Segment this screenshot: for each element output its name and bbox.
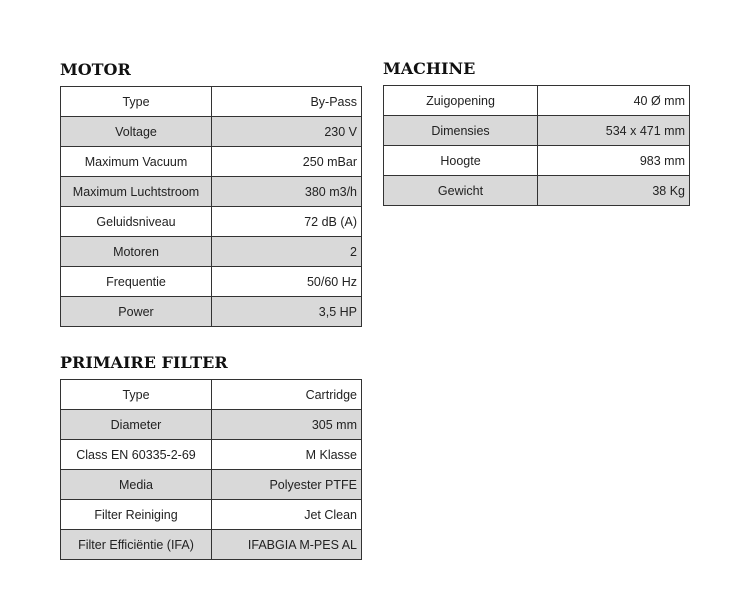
- spec-value: 2: [212, 237, 362, 267]
- spec-value: 534 x 471 mm: [538, 116, 690, 146]
- spec-value: 40 Ø mm: [538, 86, 690, 116]
- spec-label: Motoren: [61, 237, 212, 267]
- spec-value: 3,5 HP: [212, 297, 362, 327]
- table-row: [61, 237, 362, 267]
- motor-title: MOTOR: [60, 60, 131, 79]
- spec-label: Maximum Vacuum: [61, 147, 212, 177]
- table-row: [384, 146, 690, 176]
- spec-label: Type: [61, 380, 212, 410]
- spec-label: Voltage: [61, 117, 212, 147]
- table-row: [384, 86, 690, 116]
- spec-label: Gewicht: [384, 176, 538, 206]
- spec-label: Zuigopening: [384, 86, 538, 116]
- table-row: [384, 176, 690, 206]
- spec-label: Power: [61, 297, 212, 327]
- spec-label: Type: [61, 87, 212, 117]
- spec-label: Class EN 60335-2-69: [61, 440, 212, 470]
- spec-label: Dimensies: [384, 116, 538, 146]
- primary-filter-title: PRIMAIRE FILTER: [60, 353, 228, 372]
- spec-label: Geluidsniveau: [61, 207, 212, 237]
- spec-value: Cartridge: [212, 380, 362, 410]
- spec-label: Filter Reiniging: [61, 500, 212, 530]
- machine-title: MACHINE: [383, 59, 476, 78]
- table-row: [61, 380, 362, 410]
- primary-filter-section: [60, 351, 362, 560]
- table-row: [384, 116, 690, 146]
- motor-section: [60, 58, 362, 327]
- spec-value: 50/60 Hz: [212, 267, 362, 297]
- spec-label: Frequentie: [61, 267, 212, 297]
- spec-value: Jet Clean: [212, 500, 362, 530]
- spec-value: IFABGIA M-PES AL: [212, 530, 362, 560]
- table-row: [61, 440, 362, 470]
- spec-value: 380 m3/h: [212, 177, 362, 207]
- machine-spec-table: [383, 85, 690, 206]
- spec-label: Media: [61, 470, 212, 500]
- spec-value: By-Pass: [212, 87, 362, 117]
- table-row: [61, 267, 362, 297]
- spec-value: Polyester PTFE: [212, 470, 362, 500]
- table-row: [61, 177, 362, 207]
- spec-label: Hoogte: [384, 146, 538, 176]
- table-row: [61, 470, 362, 500]
- motor-spec-table: [60, 86, 362, 327]
- table-row: [61, 297, 362, 327]
- machine-section: [383, 57, 690, 206]
- table-row: [61, 410, 362, 440]
- spec-label: Maximum Luchtstroom: [61, 177, 212, 207]
- table-row: [61, 530, 362, 560]
- primary-filter-spec-table: [60, 379, 362, 560]
- spec-value: 983 mm: [538, 146, 690, 176]
- spec-value: 72 dB (A): [212, 207, 362, 237]
- spec-label: Filter Efficiëntie (IFA): [61, 530, 212, 560]
- table-row: [61, 500, 362, 530]
- spec-value: 38 Kg: [538, 176, 690, 206]
- table-row: [61, 207, 362, 237]
- table-row: [61, 147, 362, 177]
- spec-value: 230 V: [212, 117, 362, 147]
- spec-value: 305 mm: [212, 410, 362, 440]
- table-row: [61, 87, 362, 117]
- spec-value: M Klasse: [212, 440, 362, 470]
- table-row: [61, 117, 362, 147]
- spec-value: 250 mBar: [212, 147, 362, 177]
- spec-label: Diameter: [61, 410, 212, 440]
